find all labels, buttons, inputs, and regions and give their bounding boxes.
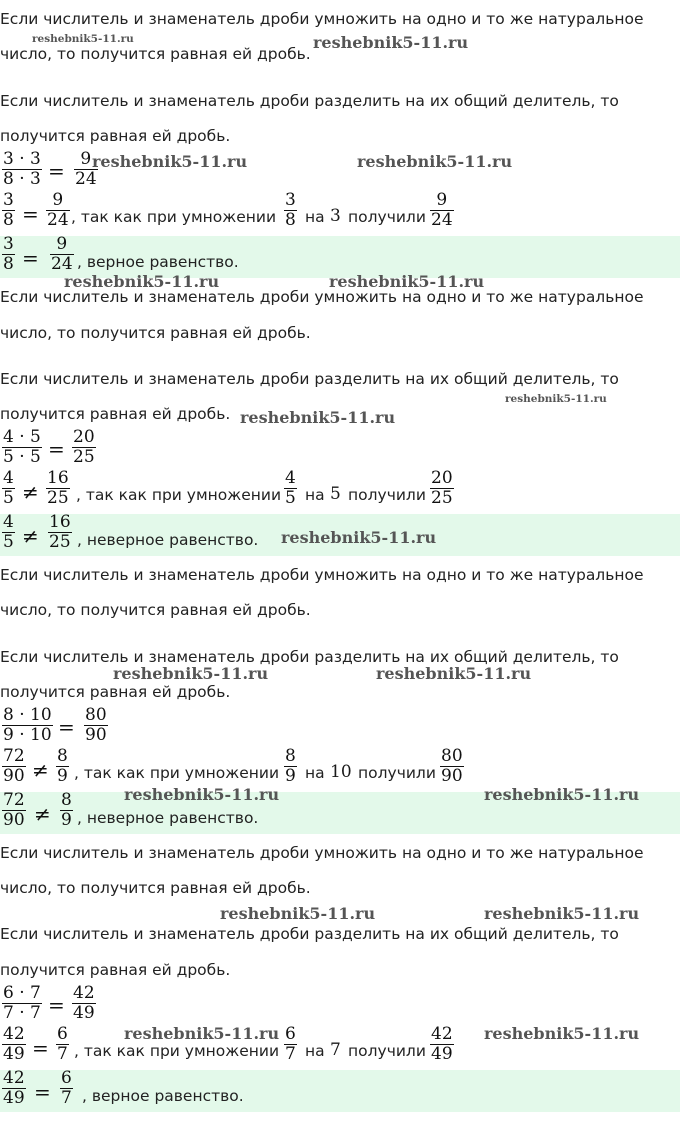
fraction-numerator: 16 xyxy=(47,468,69,488)
equals-sign: = xyxy=(48,159,65,183)
conclusion-left-fraction xyxy=(2,791,26,830)
rule-multiply-line1: Если числитель и знаменатель дроби умножить на одно и то же натуральное xyxy=(0,10,644,28)
equals-sign: = xyxy=(32,1036,49,1060)
fraction-numerator: 42 xyxy=(431,1024,453,1044)
conclusion-text: , неверное равенство. xyxy=(77,809,259,827)
conclusion-left-fraction xyxy=(2,1069,26,1108)
because-fraction xyxy=(284,469,297,508)
fraction-numerator: 8 xyxy=(61,790,72,810)
got-text: получили xyxy=(348,1042,426,1060)
not-equal-sign: ≠ xyxy=(34,802,51,826)
because-result-fraction xyxy=(430,1025,454,1064)
claim-left-fraction xyxy=(2,1025,26,1064)
rule-multiply-line2: число, то получится равная ей дробь. xyxy=(0,45,311,63)
equals-sign: = xyxy=(48,437,65,461)
fraction-denominator: 49 xyxy=(73,1003,95,1023)
fraction-denominator: 90 xyxy=(441,766,463,786)
rule-divide-line2: получится равная ей дробь. xyxy=(0,683,231,701)
equals-sign: = xyxy=(22,246,39,270)
fraction-denominator: 24 xyxy=(75,169,97,189)
because-result-fraction xyxy=(430,191,454,230)
claim-left-fraction xyxy=(2,191,15,230)
not-equal-sign: ≠ xyxy=(22,480,39,504)
watermark: reshebnik5-11.ru xyxy=(124,785,280,804)
conclusion-right-fraction xyxy=(50,235,74,274)
fraction-denominator: 8 xyxy=(3,254,14,274)
watermark: reshebnik5-11.ru xyxy=(484,785,640,804)
conclusion-text: , неверное равенство. xyxy=(77,531,259,549)
fraction-numerator: 16 xyxy=(49,512,71,532)
not-equal-sign: ≠ xyxy=(32,758,49,782)
fraction-denominator: 9 · 10 xyxy=(3,725,52,745)
fraction-denominator: 90 xyxy=(85,725,107,745)
because-result-fraction xyxy=(430,469,454,508)
claim-right-fraction xyxy=(46,469,70,508)
on-text: на xyxy=(305,208,325,226)
fraction-denominator: 24 xyxy=(431,210,453,230)
fraction-numerator: 4 xyxy=(3,468,14,488)
fraction-denominator: 25 xyxy=(431,488,453,508)
rule-divide-line2: получится равная ей дробь. xyxy=(0,127,231,145)
fraction-numerator: 42 xyxy=(73,983,95,1003)
fraction-numerator: 20 xyxy=(73,427,95,447)
fraction-denominator: 9 xyxy=(285,766,296,786)
fraction-numerator: 42 xyxy=(3,1068,25,1088)
because-fraction xyxy=(284,747,297,786)
got-text: получили xyxy=(348,208,426,226)
because-text: , так как при умножении xyxy=(74,764,280,782)
fraction-numerator: 20 xyxy=(431,468,453,488)
equals-sign: = xyxy=(48,993,65,1017)
fraction-numerator: 9 xyxy=(56,234,68,254)
watermark: reshebnik5-11.ru xyxy=(64,272,220,291)
rule-multiply-line1: Если числитель и знаменатель дроби умножить на одно и то же натуральное xyxy=(0,288,644,306)
got-text: получили xyxy=(358,764,436,782)
fraction-numerator: 80 xyxy=(85,705,107,725)
watermark: reshebnik5-11.ru xyxy=(281,528,437,547)
rule-multiply-line1: Если числитель и знаменатель дроби умножить на одно и то же натуральное xyxy=(0,844,644,862)
fraction-denominator: 5 xyxy=(3,488,14,508)
watermark: reshebnik5-11.ru xyxy=(92,152,248,171)
multiplier-value: 10 xyxy=(330,762,352,782)
claim-left-fraction xyxy=(2,469,15,508)
fraction-numerator: 6 xyxy=(285,1024,296,1044)
because-text: , так как при умножении xyxy=(74,1042,280,1060)
fraction-denominator: 5 · 5 xyxy=(3,447,41,467)
multiplier-value: 3 xyxy=(330,206,341,226)
fraction-numerator: 9 xyxy=(80,149,92,169)
rule-divide-line1: Если числитель и знаменатель дроби разделить на их общий делитель, то xyxy=(0,92,619,110)
fraction-denominator: 8 · 3 xyxy=(3,169,41,189)
not-equal-sign: ≠ xyxy=(22,524,39,548)
rule-multiply-line2: число, то получится равная ей дробь. xyxy=(0,324,311,342)
fraction-numerator: 80 xyxy=(441,746,463,766)
fraction-numerator: 8 xyxy=(57,746,68,766)
calc-fraction xyxy=(2,428,42,467)
because-text: , так как при умножении xyxy=(71,208,277,226)
fraction-denominator: 90 xyxy=(3,766,25,786)
fraction-numerator: 9 xyxy=(52,190,64,210)
fraction-denominator: 25 xyxy=(73,447,95,467)
fraction-numerator: 72 xyxy=(3,746,25,766)
fraction-denominator: 9 xyxy=(61,810,72,830)
fraction-denominator: 49 xyxy=(3,1088,25,1108)
rule-multiply-line2: число, то получится равная ей дробь. xyxy=(0,879,311,897)
watermark: reshebnik5-11.ru xyxy=(484,1024,640,1043)
because-fraction xyxy=(284,1025,297,1064)
fraction-denominator: 25 xyxy=(49,532,71,552)
fraction-denominator: 49 xyxy=(431,1044,453,1064)
on-text: на xyxy=(305,486,325,504)
fraction-numerator: 8 · 10 xyxy=(3,705,52,725)
conclusion-text: , верное равенство. xyxy=(82,1087,244,1105)
because-result-fraction xyxy=(440,747,464,786)
watermark: reshebnik5-11.ru xyxy=(32,33,134,45)
on-text: на xyxy=(305,764,325,782)
multiplier-value: 7 xyxy=(330,1040,341,1060)
watermark: reshebnik5-11.ru xyxy=(240,408,396,427)
fraction-denominator: 7 xyxy=(61,1088,72,1108)
fraction-denominator: 24 xyxy=(51,254,73,274)
watermark: reshebnik5-11.ru xyxy=(376,664,532,683)
fraction-denominator: 8 xyxy=(3,210,14,230)
equals-sign: = xyxy=(58,715,75,739)
conclusion-right-fraction xyxy=(60,1069,73,1108)
calc-fraction xyxy=(2,984,42,1023)
fraction-numerator: 3 · 3 xyxy=(3,149,41,169)
conclusion-right-fraction xyxy=(48,513,72,552)
fraction-numerator: 6 xyxy=(57,1024,68,1044)
fraction-numerator: 72 xyxy=(3,790,25,810)
claim-right-fraction xyxy=(56,1025,69,1064)
fraction-denominator: 24 xyxy=(47,210,69,230)
calc-result-fraction xyxy=(72,984,96,1023)
fraction-numerator: 9 xyxy=(436,190,448,210)
fraction-numerator: 42 xyxy=(3,1024,25,1044)
because-text: , так как при умножении xyxy=(76,486,282,504)
fraction-numerator: 6 · 7 xyxy=(3,983,41,1003)
fraction-denominator: 7 xyxy=(285,1044,296,1064)
fraction-numerator: 6 xyxy=(61,1068,72,1088)
calc-fraction xyxy=(2,706,53,745)
fraction-denominator: 8 xyxy=(285,210,296,230)
multiplier-value: 5 xyxy=(330,484,341,504)
fraction-denominator: 7 · 7 xyxy=(3,1003,41,1023)
fraction-denominator: 7 xyxy=(57,1044,68,1064)
fraction-denominator: 25 xyxy=(47,488,69,508)
fraction-denominator: 5 xyxy=(3,532,14,552)
conclusion-left-fraction xyxy=(2,235,15,274)
on-text: на xyxy=(305,1042,325,1060)
fraction-denominator: 90 xyxy=(3,810,25,830)
calc-fraction xyxy=(2,150,42,189)
rule-divide-line1: Если числитель и знаменатель дроби разделить на их общий делитель, то xyxy=(0,370,619,388)
rule-multiply-line2: число, то получится равная ей дробь. xyxy=(0,601,311,619)
got-text: получили xyxy=(348,486,426,504)
equals-sign: = xyxy=(22,202,39,226)
equals-sign: = xyxy=(34,1080,51,1104)
watermark: reshebnik5-11.ru xyxy=(329,272,485,291)
because-fraction xyxy=(284,191,297,230)
watermark: reshebnik5-11.ru xyxy=(220,904,376,923)
watermark: reshebnik5-11.ru xyxy=(357,152,513,171)
watermark: reshebnik5-11.ru xyxy=(313,33,469,52)
claim-left-fraction xyxy=(2,747,26,786)
fraction-denominator: 9 xyxy=(57,766,68,786)
watermark: reshebnik5-11.ru xyxy=(113,664,269,683)
fraction-denominator: 49 xyxy=(3,1044,25,1064)
watermark: reshebnik5-11.ru xyxy=(505,393,607,405)
fraction-numerator: 3 xyxy=(3,190,14,210)
rule-divide-line2: получится равная ей дробь. xyxy=(0,405,231,423)
claim-right-fraction xyxy=(56,747,69,786)
fraction-numerator: 8 xyxy=(285,746,296,766)
fraction-numerator: 4 xyxy=(3,512,14,532)
conclusion-right-fraction xyxy=(60,791,73,830)
rule-divide-line1: Если числитель и знаменатель дроби разделить на их общий делитель, то xyxy=(0,648,619,666)
calc-result-fraction xyxy=(84,706,108,745)
watermark: reshebnik5-11.ru xyxy=(484,904,640,923)
fraction-numerator: 4 · 5 xyxy=(3,427,41,447)
calc-result-fraction xyxy=(72,428,96,467)
conclusion-left-fraction xyxy=(2,513,15,552)
fraction-denominator: 5 xyxy=(285,488,296,508)
rule-multiply-line1: Если числитель и знаменатель дроби умножить на одно и то же натуральное xyxy=(0,566,644,584)
rule-divide-line1: Если числитель и знаменатель дроби разделить на их общий делитель, то xyxy=(0,925,619,943)
fraction-numerator: 3 xyxy=(3,234,14,254)
claim-right-fraction xyxy=(46,191,70,230)
conclusion-text: , верное равенство. xyxy=(77,253,239,271)
fraction-numerator: 4 xyxy=(285,468,296,488)
watermark: reshebnik5-11.ru xyxy=(124,1024,280,1043)
fraction-numerator: 3 xyxy=(285,190,296,210)
rule-divide-line2: получится равная ей дробь. xyxy=(0,961,231,979)
